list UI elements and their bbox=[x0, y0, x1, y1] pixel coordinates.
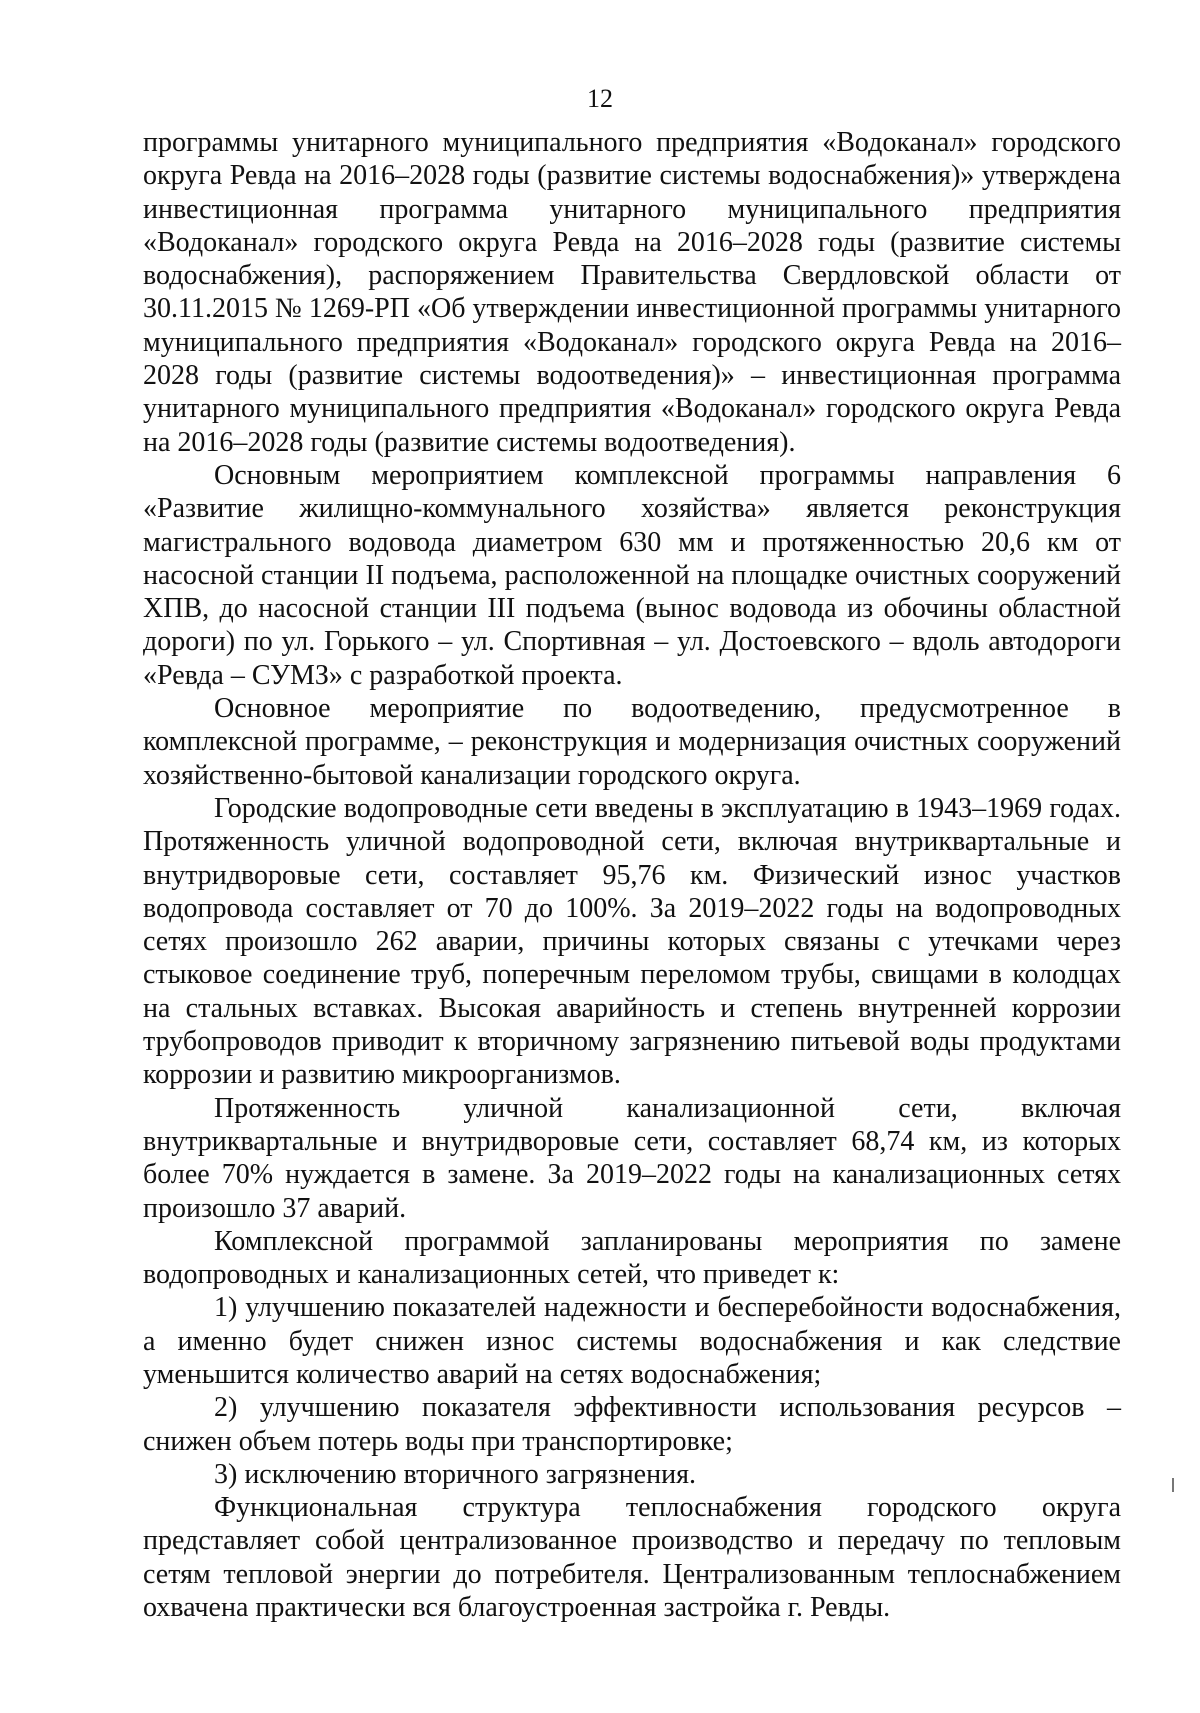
paragraph-water-network-condition: Городские водопроводные сети введены в эксплуатацию в 1943–1969 годах. Протяженность уличной водопроводной сети, включая внутриквартальные и внутридворовые сети, составляет 95,76 км. Физический износ участков водопровода составляет от 70 до 100%. За 2019–2022 годы на водопроводных сетях произошло 262 аварии, причины которых связаны с утечками через стыковое соединение труб, поперечным переломом трубы, свищами в колодцах на стальных вставках. Высокая аварийность и степень внутренней коррозии трубопроводов приводит к вторичному загрязнению питьевой воды продуктами коррозии и развитию микроорганизмов. bbox=[143, 792, 1121, 1091]
list-item-contamination: 3) исключению вторичного загрязнения. bbox=[214, 1458, 696, 1490]
paragraph-sewage-measure: Основное мероприятие по водоотведению, предусмотренное в комплексной программе, – реконструкция и модернизация очистных сооружений хозяйственно-бытовой канализации городского округа. bbox=[143, 693, 1121, 791]
paragraph-main-measure-water-main: Основным мероприятием комплексной программы направления 6 «Развитие жилищно-коммунального хозяйства» является реконструкция магистрального водовода диаметром 630 мм и протяженностью 20,6 км от насосной станции II подъема, расположенной на площадке очистных сооружений ХПВ, до насосной станции III подъема (вынос водовода из обочины областной дороги) по ул. Горького – ул. Спортивная – ул. Достоевского – вдоль автодороги «Ревда – СУМЗ» с разработкой проекта. bbox=[143, 459, 1121, 691]
page-number: 12 bbox=[587, 84, 613, 113]
scan-margin-mark bbox=[1172, 1478, 1174, 1492]
paragraph-sewer-network-condition: Протяженность уличной канализационной сети, включая внутриквартальные и внутридворовые сети, составляет 68,74 км, из которых более 70% нуждается в замене. За 2019–2022 годы на канализационных сетях произошло 37 аварий. bbox=[143, 1092, 1121, 1224]
list-item-efficiency: 2) улучшению показателя эффективности использования ресурсов – снижен объем потерь воды при транспортировке; bbox=[143, 1392, 1121, 1457]
list-item-reliability: 1) улучшению показателей надежности и бесперебойности водоснабжения, а именно будет снижен износ системы водоснабжения и как следствие уменьшится количество аварий на сетях водоснабжения; bbox=[143, 1292, 1121, 1390]
document-body bbox=[143, 126, 1121, 1624]
paragraph-heat-supply: Функциональная структура теплоснабжения городского округа представляет собой централизованное производство и передачу по тепловым сетям тепловой энергии до потребителя. Централизованным теплоснабжением охвачена практически вся благоустроенная застройка г. Ревды. bbox=[143, 1492, 1121, 1624]
paragraph-program-approvals: программы унитарного муниципального предприятия «Водоканал» городского округа Ревда на 2016–2028 годы (развитие системы водоснабжения)» утверждена инвестиционная программа унитарного муниципального предприятия «Водоканал» городского округа Ревда на 2016–2028 годы (развитие системы водоснабжения), распоряжением Правительства Свердловской области от 30.11.2015 № 1269-РП «Об утверждении инвестиционной программы унитарного муниципального предприятия «Водоканал» городского округа Ревда на 2016–2028 годы (развитие системы водоотведения)» – инвестиционная программа унитарного муниципального предприятия «Водоканал» городского округа Ревда на 2016–2028 годы (развитие системы водоотведения). bbox=[143, 127, 1121, 458]
paragraph-planned-replacement: Комплексной программой запланированы мероприятия по замене водопроводных и канализационных сетей, что приведет к: bbox=[143, 1225, 1121, 1291]
